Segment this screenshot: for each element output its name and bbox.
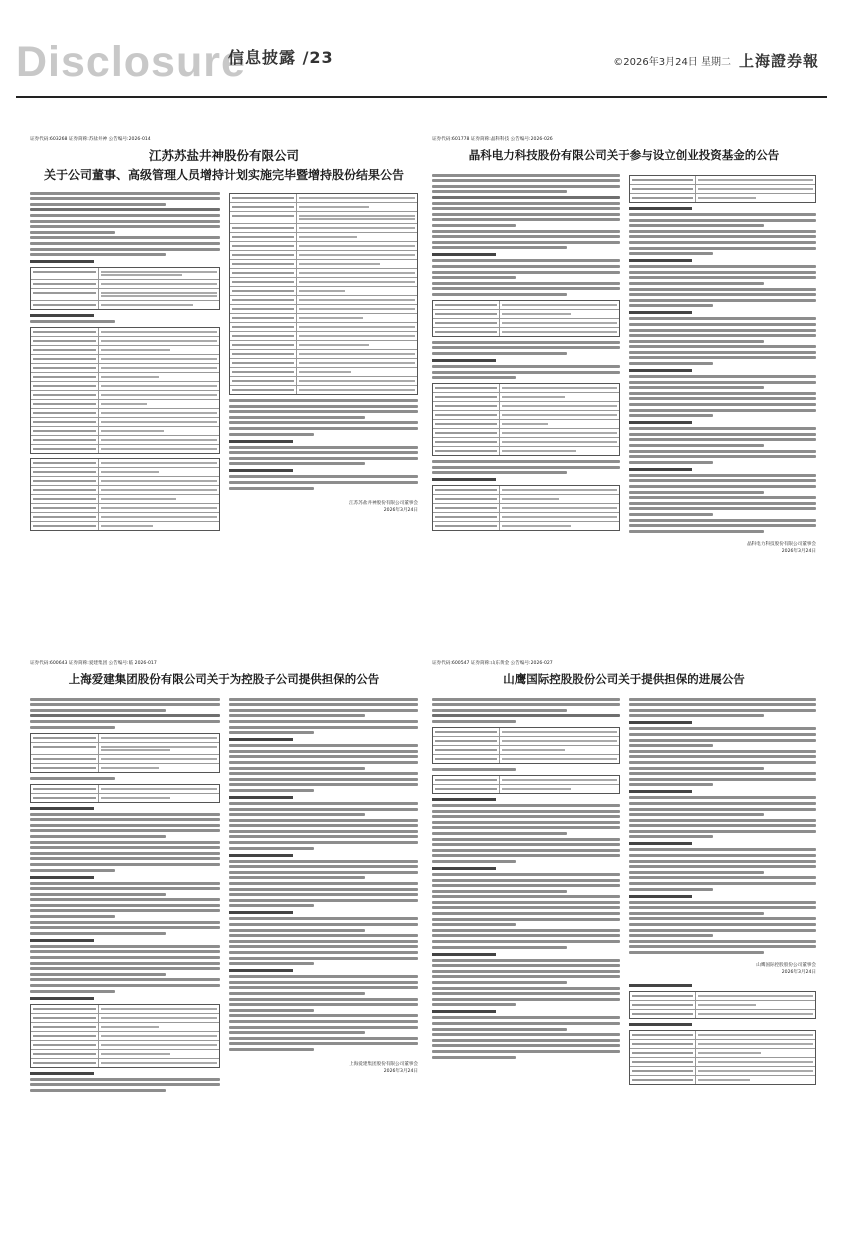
plan-table	[30, 327, 220, 454]
newspaper-name: 上海證券報	[738, 52, 819, 70]
body-col-right	[229, 189, 419, 535]
contribution-table	[629, 175, 817, 203]
appendix-table-2	[629, 1030, 817, 1085]
notice-date: 2026年3月24日	[383, 1069, 418, 1075]
notice-title: 江苏苏盐井神股份有限公司	[148, 148, 299, 163]
fund-table	[432, 300, 620, 337]
guarantee-table	[30, 733, 220, 773]
notice-signature: 江苏苏盐井神股份有限公司董事会	[349, 501, 418, 507]
info-table	[30, 267, 220, 310]
partner-table-2	[432, 485, 620, 531]
body-col-left	[30, 189, 220, 535]
notice-title: 山鹰国际控股股份公司关于提供担保的进展公告	[503, 672, 745, 686]
notice-shanying	[432, 660, 816, 1232]
notice-code-line: 证券代码:600643 证券简称:爱建集团 公告编号:临 2026-017	[30, 661, 157, 666]
body-col-right	[229, 695, 419, 1094]
notice-date: 2026年3月24日	[781, 549, 816, 555]
notice-suyan	[30, 136, 418, 646]
notice-body	[30, 189, 418, 535]
masthead-rule	[16, 96, 827, 98]
section-title: 信息披露 /23	[228, 48, 334, 67]
notice-body	[432, 171, 816, 555]
financial-table	[30, 1004, 220, 1068]
guarantee-table	[432, 727, 620, 764]
notice-title: 晶科电力科技股份有限公司关于参与设立创业投资基金的公告	[468, 148, 780, 162]
summary-table	[432, 775, 620, 794]
partner-table	[432, 383, 620, 456]
notice-signature: 上海爱建集团股份有限公司董事会	[349, 1062, 418, 1068]
detail-table	[229, 193, 419, 395]
issue-date: ©2026年3月24日 星期二	[613, 57, 731, 68]
masthead	[0, 0, 843, 100]
body-col-left	[432, 171, 620, 555]
body-col-right	[629, 171, 817, 555]
masthead-right	[613, 50, 819, 71]
notice-code-line: 证券代码:600547 证券简称:山东黄金 公告编号:2026-027	[432, 661, 553, 666]
notice-title-2: 关于公司董事、高级管理人员增持计划实施完毕暨增持股份结果公告	[43, 168, 404, 182]
notice-date: 2026年3月24日	[781, 969, 816, 975]
notice-aijian	[30, 660, 418, 1232]
result-table	[30, 458, 220, 531]
appendix-table-1	[629, 991, 817, 1019]
notice-jinko	[432, 136, 816, 646]
notice-code-line: 证券代码:601778 证券简称:晶科科技 公告编号:2026-026	[432, 137, 553, 142]
body-col-left	[30, 695, 220, 1094]
notice-title: 上海爱建集团股份有限公司关于为控股子公司提供担保的公告	[68, 672, 380, 686]
summary-table	[30, 784, 220, 803]
notice-date: 2026年3月24日	[383, 508, 418, 514]
notice-signature: 山鹰国际控股股份公司董事会	[756, 962, 816, 968]
body-col-right	[629, 695, 817, 1089]
disclosure-logo: Disclosure	[16, 38, 246, 86]
notice-signature: 晶科电力科技股份有限公司董事会	[747, 542, 816, 548]
body-col-left	[432, 695, 620, 1089]
notice-code-line: 证券代码:603268 证券简称:苏盐井神 公告编号:2026-014	[30, 137, 151, 142]
notice-body	[30, 695, 418, 1094]
notice-body	[432, 695, 816, 1089]
